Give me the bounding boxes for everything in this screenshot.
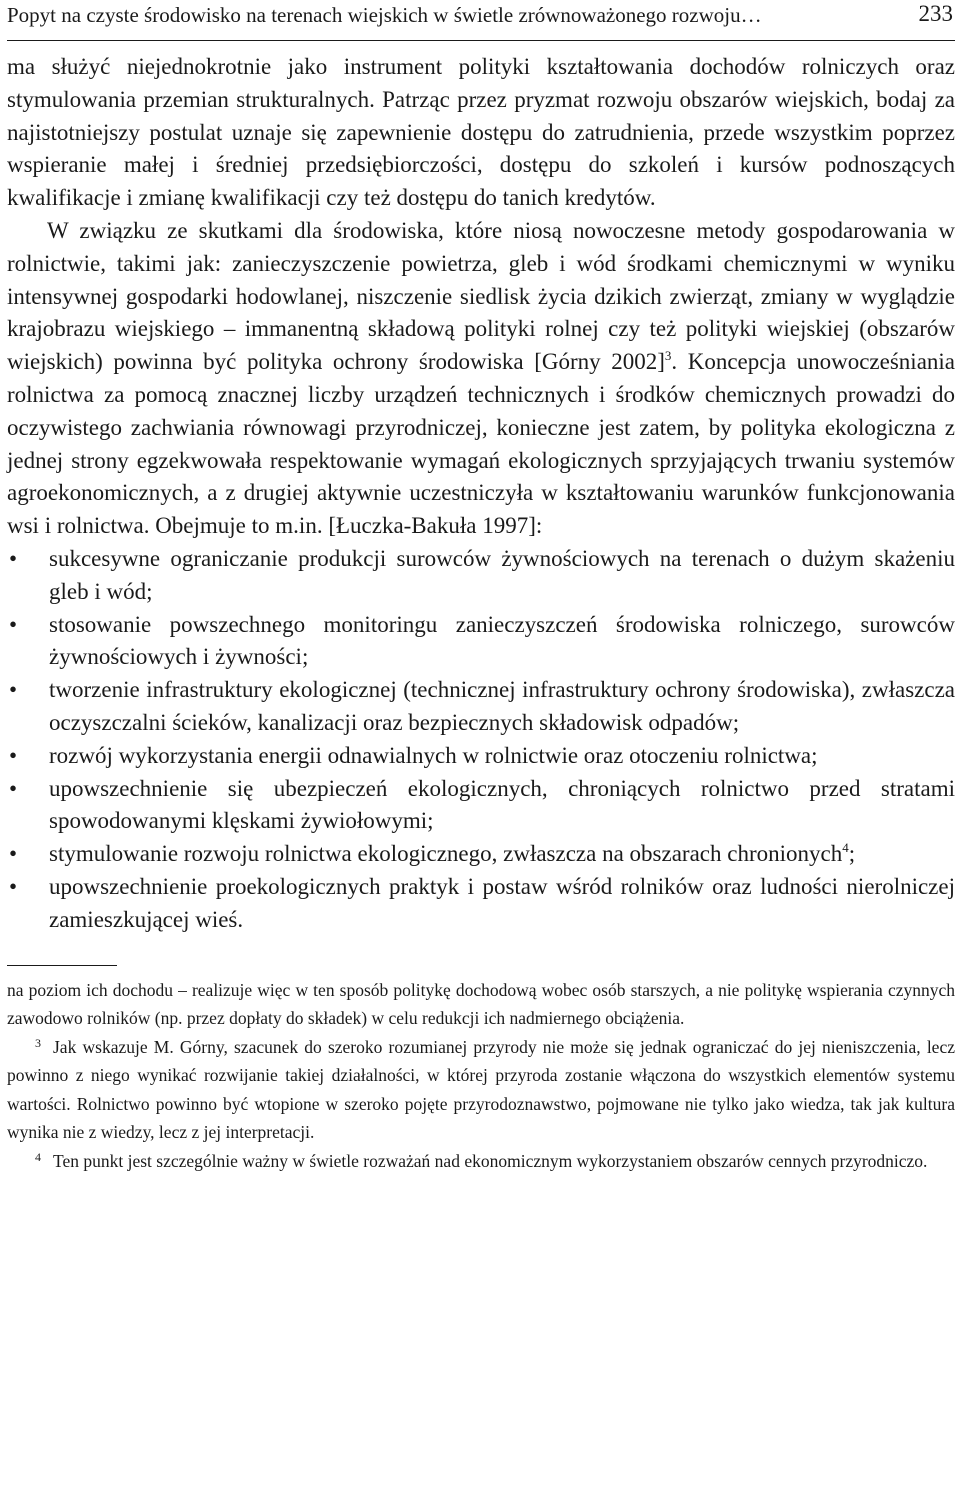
list-item [7, 838, 955, 871]
document-page [7, 0, 955, 1176]
paragraph-1: ma służyć niejednokrotnie jako instrument polityki kształtowania dochodów rolniczych oraz stymulowania przemian strukturalnych. Patrząc przez pryzmat rozwoju obszarów wiejskich, bodaj za najistotniejszy postulat uznaje się zapewnienie dostępu do zatrudnienia, przede wszystkim poprzez wspieranie małej i średniej przedsiębiorczości, dostępu do szkoleń i kursów podnoszących kwalifikacje i zmianę kwalifikacji czy też dostępu do tanich kredytów. [7, 54, 955, 211]
footnote-ref-4: 4 [842, 840, 849, 856]
footnotes [7, 976, 955, 1176]
bullet-mark: • [9, 677, 18, 703]
list-item-text: stymulowanie rozwoju rolnictwa ekologicznego, zwłaszcza na obszarach chronionych [49, 841, 843, 867]
body-text [7, 51, 955, 937]
list-item-text: upowszechnienie proekologicznych praktyk i postaw wśród rolników oraz ludności nierolniczej zamieszkującej wieś. [49, 873, 955, 932]
list-item-text: upowszechnienie się ubezpieczeń ekologicznych, chroniących rolnictwo przed stratami spowodowanymi klęskami żywiołowymi; [49, 775, 955, 834]
bullet-mark: • [9, 545, 18, 571]
footnote-4-text: Ten punkt jest szczególnie ważny w świetle rozważań nad ekonomicznym wykorzystaniem obszarów cennych przyrodniczo. [53, 1151, 928, 1172]
list-item [7, 543, 955, 609]
footnote-divider [7, 965, 117, 966]
bullet-mark: • [9, 775, 18, 801]
bullet-list [7, 543, 955, 937]
bullet-mark: • [9, 742, 18, 768]
footnote-3-number: 3 [35, 1035, 41, 1050]
bullet-mark: • [9, 841, 18, 867]
paragraph-2-text-b: . Koncepcja unowocześniania rolnictwa za pomocą znacznej liczby urządzeń technicznych i środków chemicznych prowadzi do oczywistego zachwiania równowagi przyrodniczej, konieczne jest zatem, by polityka ekologiczna z jednej strony egzekwowała respektowanie wymagań ekologicznych sprzyjających trwaniu systemów agroekonomicznych, a z drugiej aktywnie uczestniczyła w kształtowaniu warunków funkcjonowania wsi i rolnictwa. Obejmuje to m.in. [Łuczka-Bakuła 1997]: [7, 349, 955, 539]
list-item [7, 871, 955, 937]
paragraph-2 [7, 215, 955, 543]
list-item [7, 674, 955, 740]
footnote-ref-3: 3 [664, 348, 672, 364]
footnote-3-text: Jak wskazuje M. Górny, szacunek do szeroko rozumianej przyrody nie może się jednak ograniczać do jej nieniszczenia, lecz powinno z niego wynikać rozwijanie takiej działalności, w której przyroda zostanie włączona do wszystkich elementów systemu wartości. Rolnictwo powinno być wtopione w szeroko pojęte przyrodoznawstwo, pojmowane nie tylko jako wiedza, tak jak kultura wynika nie z wiedzy, lecz z jej interpretacji. [7, 1036, 955, 1143]
page-number: 233 [918, 1, 953, 26]
list-item-text: tworzenie infrastruktury ekologicznej (technicznej infrastruktury ochrony środowiska), zwłaszcza oczyszczalni ścieków, kanalizacji oraz bezpiecznych składowisk odpadów; [49, 677, 955, 735]
list-item [7, 609, 955, 675]
running-head [7, 0, 955, 41]
footnote-4 [7, 1147, 955, 1176]
list-item-text: sukcesywne ograniczanie produkcji surowców żywnościowych na terenach o dużym skażeniu gleb i wód; [49, 545, 955, 604]
list-item-text: rozwój wykorzystania energii odnawialnych w rolnictwie oraz otoczeniu rolnictwa; [49, 742, 818, 768]
bullet-mark: • [9, 873, 18, 899]
list-item [7, 740, 955, 773]
list-item [7, 773, 955, 839]
footnote-continuation: na poziom ich dochodu – realizuje więc w ten sposób politykę dochodową wobec osób starszych, a nie politykę wspierania czynnych zawodowo rolników (np. przez dopłaty do składek) w celu redukcji ich nadmiernego obciążenia. [7, 979, 955, 1029]
paragraph-2-text-a: W związku ze skutkami dla środowiska, które niosą nowoczesne metody gospodarowania w rolnictwie, takimi jak: zanieczyszczenie powietrza, gleb i wód środkami chemicznymi w wyniku intensywnej gospodarki hodowlanej, niszczenie siedlisk życia dzikich zwierząt, zmiany w wyglądzie krajobrazu wiejskiego – immanentną składową polityki rolnej czy też polityki wiejskiej (obszarów wiejskich) powinna być polityka ochrony środowiska [Górny 2002] [7, 217, 955, 375]
bullet-mark: • [9, 611, 18, 637]
footnote-4-number: 4 [35, 1150, 41, 1165]
running-title: Popyt na czyste środowisko na terenach wiejskich w świetle zrównoważonego rozwoju… [7, 3, 762, 27]
footnote-3 [7, 1033, 955, 1147]
list-item-text: stosowanie powszechnego monitoringu zanieczyszczeń środowiska rolniczego, surowców żywnościowych i żywności; [49, 611, 955, 670]
list-item-end: ; [848, 841, 856, 867]
